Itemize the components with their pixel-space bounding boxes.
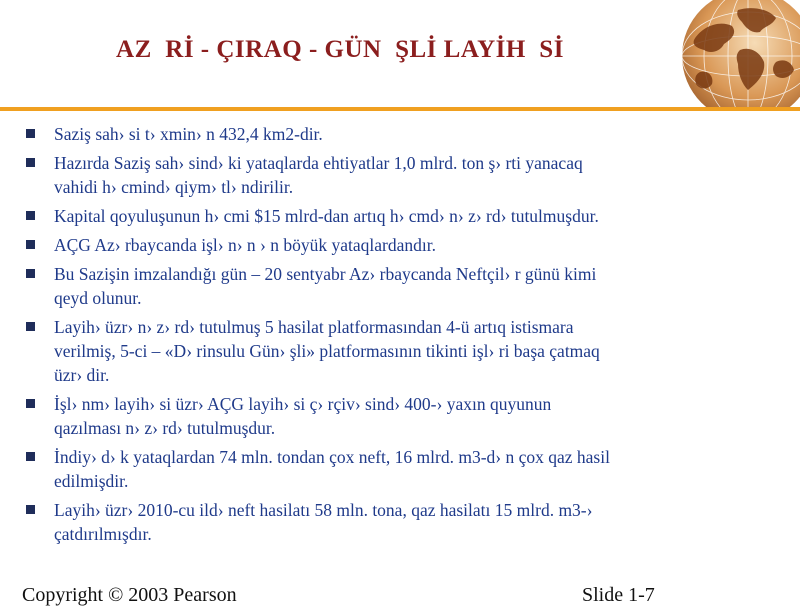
- bullet-item: [26, 122, 776, 146]
- title-divider: [0, 107, 800, 111]
- globe-icon: [680, 0, 800, 110]
- bullet-text: Layih› üzr› 2010-cu ild› neft hasilatı 58 mln. tona, qaz hasilatı 15 mlrd. m3-› çatdırılmışdır.: [54, 500, 593, 544]
- square-bullet-icon: [26, 322, 35, 331]
- bullet-item: [26, 315, 776, 387]
- bullet-item: [26, 262, 776, 310]
- bullet-item: [26, 204, 776, 228]
- bullet-text: Kapital qoyuluşunun h› cmi $15 mlrd-dan artıq h› cmd› n› z› rd› tutulmuşdur.: [54, 206, 599, 226]
- square-bullet-icon: [26, 158, 35, 167]
- bullet-item: [26, 233, 776, 257]
- footer-copyright: Copyright © 2003 Pearson: [22, 584, 237, 606]
- bullet-item: [26, 498, 776, 546]
- square-bullet-icon: [26, 399, 35, 408]
- bullet-text: İşl› nm› layih› si üzr› AÇG layih› si ç› rçiv› sind› 400-› yaxın quyunun qazılması n› z› rd› tutulmuşdur.: [54, 394, 552, 438]
- bullet-list: [26, 122, 776, 551]
- square-bullet-icon: [26, 211, 35, 220]
- bullet-item: [26, 151, 776, 199]
- square-bullet-icon: [26, 129, 35, 138]
- square-bullet-icon: [26, 269, 35, 278]
- bullet-item: [26, 392, 776, 440]
- bullet-text: Layih› üzr› n› z› rd› tutulmuş 5 hasilat platformasından 4-ü artıq istismara verilmiş, 5-ci – «D› rinsulu Gün› şli» platformasının tikinti işl› ri başa çatmaq üzr› dir.: [54, 317, 600, 385]
- slide-title: AZ Rİ - ÇIRAQ - GÜN ŞLİ LAYİH Sİ: [116, 36, 564, 63]
- square-bullet-icon: [26, 505, 35, 514]
- square-bullet-icon: [26, 452, 35, 461]
- bullet-text: Hazırda Saziş sah› sind› ki yataqlarda ehtiyatlar 1,0 mlrd. ton ş› rti yanacaq vahidi h› cmind› qiym› tl› ndirilir.: [54, 153, 583, 197]
- bullet-item: [26, 445, 776, 493]
- bullet-text: Saziş sah› si t› xmin› n 432,4 km2-dir.: [54, 124, 323, 144]
- bullet-text: AÇG Az› rbaycanda işl› n› n › n böyük yataqlardandır.: [54, 235, 436, 255]
- bullet-text: Bu Sazişin imzalandığı gün – 20 sentyabr Az› rbaycanda Neftçil› r günü kimi qeyd olunur.: [54, 264, 597, 308]
- bullet-text: İndiy› d› k yataqlardan 74 mln. tondan çox neft, 16 mlrd. m3-d› n çox qaz hasil edilmişdir.: [54, 447, 610, 491]
- footer-slide-number: Slide 1-7: [582, 584, 655, 606]
- square-bullet-icon: [26, 240, 35, 249]
